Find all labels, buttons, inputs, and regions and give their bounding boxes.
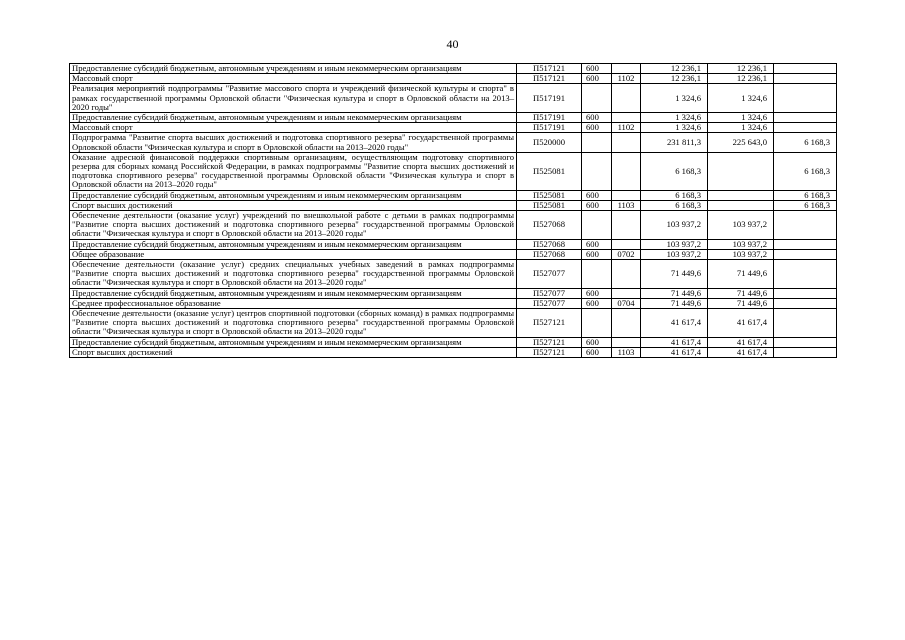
row-name-cell: Обеспечение деятельности (оказание услуг) центров спортивной подготовки (сборных команд) в рамках подпрограммы "Развитие спорта высших достижений и подготовка спортивного резерва" государственной программы Орловской области "Физическая культура и спорт в Орловской области на 2013–2020 годы" — [70, 309, 517, 338]
row-federal-cell — [774, 309, 837, 338]
row-regional-cell: 71 449,6 — [708, 288, 774, 298]
row-name-cell: Среднее профессиональное образование — [70, 298, 517, 308]
row-federal-cell — [774, 347, 837, 357]
table-row — [70, 347, 837, 357]
row-federal-cell: 6 168,3 — [774, 190, 837, 200]
row-name-cell: Спорт высших достижений — [70, 200, 517, 210]
row-code-cell: П517121 — [517, 74, 582, 84]
row-regional-cell: 1 324,6 — [708, 123, 774, 133]
row-federal-cell: 6 168,3 — [774, 200, 837, 210]
row-regional-cell — [708, 190, 774, 200]
row-total-cell: 41 617,4 — [641, 347, 708, 357]
row-total-cell: 103 937,2 — [641, 239, 708, 249]
row-expense-type-cell — [582, 133, 612, 152]
row-total-cell: 71 449,6 — [641, 288, 708, 298]
row-total-cell: 71 449,6 — [641, 298, 708, 308]
row-code-cell: П517191 — [517, 123, 582, 133]
row-federal-cell: 6 168,3 — [774, 152, 837, 190]
row-code-cell: П517191 — [517, 113, 582, 123]
row-federal-cell — [774, 260, 837, 289]
row-expense-type-cell: 600 — [582, 298, 612, 308]
row-code-cell: П527077 — [517, 288, 582, 298]
budget-table-body — [70, 64, 837, 358]
row-code-cell: П527121 — [517, 347, 582, 357]
row-regional-cell: 41 617,4 — [708, 347, 774, 357]
row-code-cell: П520000 — [517, 133, 582, 152]
row-name-cell: Оказание адресной финансовой поддержки спортивным организациям, осуществляющим подготовку спортивного резерва для сборных команд Российской Федерации, в рамках подпрограммы "Развитие спорта высших достижений и подготовка спортивного резерва" государственной программы Орловской области "Физическая культура и спорт в Орловской области на 2013–2020 годы" — [70, 152, 517, 190]
row-section-cell — [612, 260, 641, 289]
table-row — [70, 64, 837, 74]
table-row — [70, 337, 837, 347]
row-name-cell: Массовый спорт — [70, 74, 517, 84]
table-row — [70, 74, 837, 84]
row-code-cell: П525081 — [517, 152, 582, 190]
row-federal-cell: 6 168,3 — [774, 133, 837, 152]
table-row — [70, 133, 837, 152]
row-code-cell: П525081 — [517, 190, 582, 200]
row-expense-type-cell: 600 — [582, 347, 612, 357]
row-total-cell: 1 324,6 — [641, 113, 708, 123]
row-name-cell: Реализация мероприятий подпрограммы "Развитие массового спорта и учреждений физической культуры и спорта" в рамках государственной программы Орловской области "Физическая культура и спорт в Орловской области на 2013–2020 годы" — [70, 84, 517, 113]
row-code-cell: П525081 — [517, 200, 582, 210]
row-regional-cell: 41 617,4 — [708, 309, 774, 338]
row-federal-cell — [774, 337, 837, 347]
row-federal-cell — [774, 74, 837, 84]
row-expense-type-cell — [582, 211, 612, 240]
row-expense-type-cell: 600 — [582, 288, 612, 298]
row-code-cell: П527068 — [517, 211, 582, 240]
row-total-cell: 103 937,2 — [641, 211, 708, 240]
row-total-cell: 6 168,3 — [641, 152, 708, 190]
row-total-cell: 12 236,1 — [641, 74, 708, 84]
row-expense-type-cell: 600 — [582, 200, 612, 210]
row-regional-cell: 41 617,4 — [708, 337, 774, 347]
budget-table — [69, 63, 837, 358]
row-regional-cell: 225 643,0 — [708, 133, 774, 152]
row-federal-cell — [774, 64, 837, 74]
row-code-cell: П527121 — [517, 309, 582, 338]
row-regional-cell — [708, 152, 774, 190]
row-regional-cell: 71 449,6 — [708, 260, 774, 289]
row-section-cell — [612, 190, 641, 200]
row-name-cell: Общее образование — [70, 249, 517, 259]
row-total-cell: 41 617,4 — [641, 309, 708, 338]
row-expense-type-cell — [582, 84, 612, 113]
table-row — [70, 113, 837, 123]
row-federal-cell — [774, 249, 837, 259]
row-name-cell: Подпрограмма "Развитие спорта высших достижений и подготовка спортивного резерва" государственной программы Орловской области "Физическая культура и спорт в Орловской области на 2013–2020 годы" — [70, 133, 517, 152]
row-section-cell — [612, 64, 641, 74]
row-section-cell — [612, 239, 641, 249]
row-federal-cell — [774, 288, 837, 298]
row-section-cell — [612, 211, 641, 240]
row-code-cell: П527068 — [517, 239, 582, 249]
row-section-cell: 1103 — [612, 347, 641, 357]
row-name-cell: Предоставление субсидий бюджетным, автономным учреждениям и иным некоммерческим организациям — [70, 64, 517, 74]
row-expense-type-cell — [582, 260, 612, 289]
row-regional-cell: 1 324,6 — [708, 113, 774, 123]
row-expense-type-cell — [582, 309, 612, 338]
table-row — [70, 123, 837, 133]
row-section-cell — [612, 288, 641, 298]
row-expense-type-cell: 600 — [582, 249, 612, 259]
row-section-cell: 0704 — [612, 298, 641, 308]
row-total-cell: 12 236,1 — [641, 64, 708, 74]
row-total-cell: 6 168,3 — [641, 200, 708, 210]
row-expense-type-cell: 600 — [582, 337, 612, 347]
row-name-cell: Обеспечение деятельности (оказание услуг) учреждений по внешкольной работе с детьми в рамках подпрограммы "Развитие спорта высших достижений и подготовка спортивного резерва" государственной программы Орловской области "Физическая культура и спорт в Орловской области на 2013–2020 годы" — [70, 211, 517, 240]
row-expense-type-cell: 600 — [582, 74, 612, 84]
row-section-cell: 1102 — [612, 123, 641, 133]
row-federal-cell — [774, 84, 837, 113]
row-code-cell: П527077 — [517, 298, 582, 308]
table-row — [70, 190, 837, 200]
row-total-cell: 231 811,3 — [641, 133, 708, 152]
table-row — [70, 298, 837, 308]
row-name-cell: Спорт высших достижений — [70, 347, 517, 357]
row-expense-type-cell: 600 — [582, 190, 612, 200]
row-name-cell: Предоставление субсидий бюджетным, автономным учреждениям и иным некоммерческим организациям — [70, 239, 517, 249]
row-expense-type-cell: 600 — [582, 64, 612, 74]
row-name-cell: Обеспечение деятельности (оказание услуг) средних специальных учебных заведений в рамках подпрограммы "Развитие спорта высших достижений и подготовка спортивного резерва" государственной программы Орловской области "Физическая культура и спорт в Орловской области на 2013–2020 годы" — [70, 260, 517, 289]
page-number: 40 — [446, 37, 459, 51]
row-section-cell: 1102 — [612, 74, 641, 84]
row-federal-cell — [774, 113, 837, 123]
row-code-cell: П527121 — [517, 337, 582, 347]
row-code-cell: П517121 — [517, 64, 582, 74]
row-regional-cell: 1 324,6 — [708, 84, 774, 113]
row-expense-type-cell: 600 — [582, 123, 612, 133]
row-code-cell: П527068 — [517, 249, 582, 259]
table-row — [70, 249, 837, 259]
row-section-cell — [612, 84, 641, 113]
row-federal-cell — [774, 298, 837, 308]
row-section-cell — [612, 152, 641, 190]
row-expense-type-cell — [582, 152, 612, 190]
row-name-cell: Предоставление субсидий бюджетным, автономным учреждениям и иным некоммерческим организациям — [70, 190, 517, 200]
row-name-cell: Предоставление субсидий бюджетным, автономным учреждениям и иным некоммерческим организациям — [70, 113, 517, 123]
table-row — [70, 152, 837, 190]
table-row — [70, 239, 837, 249]
row-total-cell: 41 617,4 — [641, 337, 708, 347]
row-regional-cell: 103 937,2 — [708, 239, 774, 249]
table-row — [70, 84, 837, 113]
row-regional-cell: 71 449,6 — [708, 298, 774, 308]
table-row — [70, 288, 837, 298]
row-section-cell — [612, 337, 641, 347]
row-expense-type-cell: 600 — [582, 113, 612, 123]
row-federal-cell — [774, 211, 837, 240]
table-row — [70, 200, 837, 210]
row-expense-type-cell: 600 — [582, 239, 612, 249]
row-total-cell: 6 168,3 — [641, 190, 708, 200]
table-row — [70, 309, 837, 338]
table-row — [70, 260, 837, 289]
row-section-cell: 1103 — [612, 200, 641, 210]
row-total-cell: 1 324,6 — [641, 84, 708, 113]
row-code-cell: П527077 — [517, 260, 582, 289]
row-regional-cell — [708, 200, 774, 210]
row-section-cell — [612, 113, 641, 123]
row-total-cell: 71 449,6 — [641, 260, 708, 289]
row-total-cell: 1 324,6 — [641, 123, 708, 133]
row-section-cell — [612, 133, 641, 152]
row-name-cell: Предоставление субсидий бюджетным, автономным учреждениям и иным некоммерческим организациям — [70, 337, 517, 347]
row-section-cell: 0702 — [612, 249, 641, 259]
row-federal-cell — [774, 123, 837, 133]
row-federal-cell — [774, 239, 837, 249]
row-code-cell: П517191 — [517, 84, 582, 113]
table-row — [70, 211, 837, 240]
row-total-cell: 103 937,2 — [641, 249, 708, 259]
row-regional-cell: 12 236,1 — [708, 74, 774, 84]
row-regional-cell: 12 236,1 — [708, 64, 774, 74]
row-regional-cell: 103 937,2 — [708, 211, 774, 240]
row-regional-cell: 103 937,2 — [708, 249, 774, 259]
row-name-cell: Предоставление субсидий бюджетным, автономным учреждениям и иным некоммерческим организациям — [70, 288, 517, 298]
row-section-cell — [612, 309, 641, 338]
row-name-cell: Массовый спорт — [70, 123, 517, 133]
